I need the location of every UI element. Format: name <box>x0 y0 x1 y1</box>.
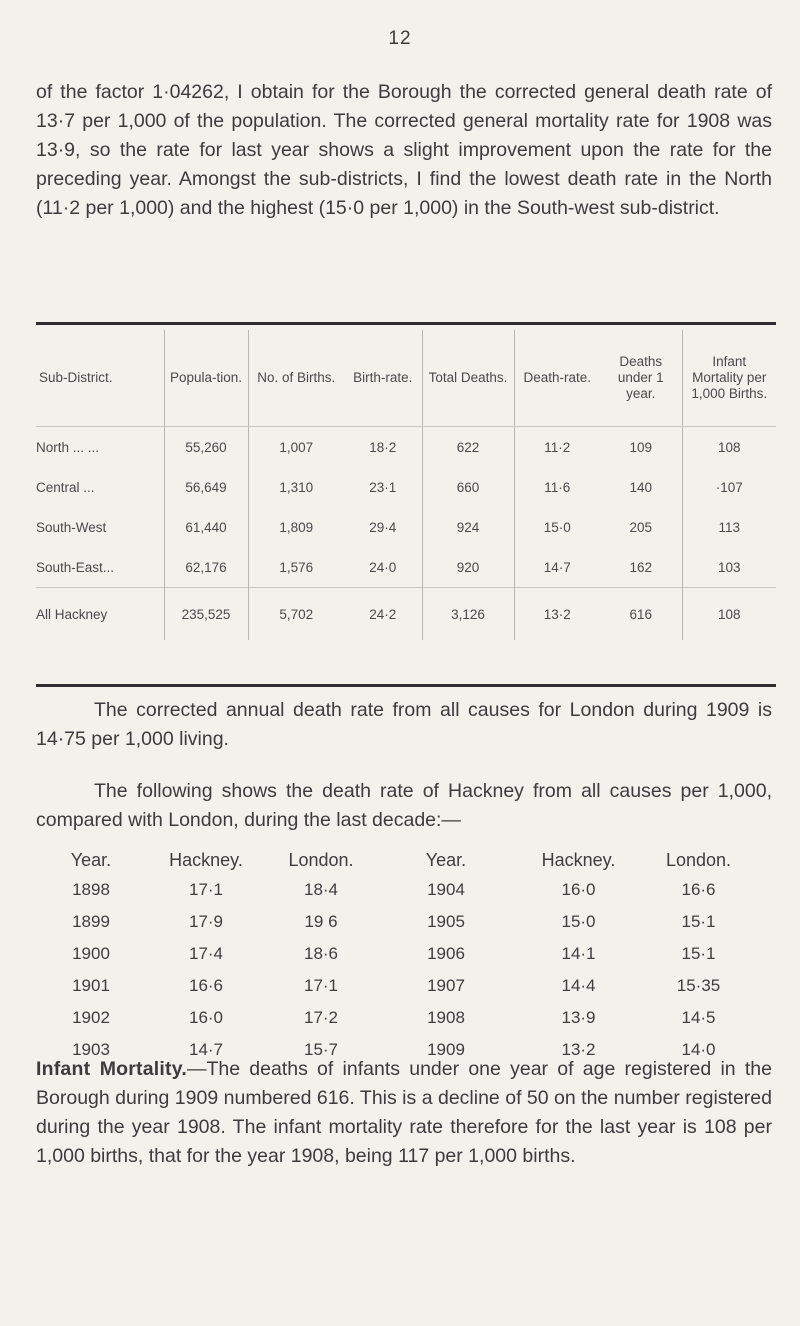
cell-year: 1898 <box>72 880 110 899</box>
cell-hackney: 13·9 <box>561 1008 596 1027</box>
cell-birth-rate: 18·2 <box>369 439 397 455</box>
cell-birth-rate: 24·2 <box>344 588 422 641</box>
cell-hackney: 13·2 <box>561 1040 596 1059</box>
cell-year: 1907 <box>427 976 465 995</box>
cell-deaths-under-1: 140 <box>629 479 653 495</box>
intro-paragraph: of the factor 1·04262, I obtain for the Borough the corrected general death rate of 13·7 per 1,000 of the population. The corrected general mortality rate for 1908 was 13·9, so the rate for last year shows a slight improvement upon the rate for the preceding year. Amongst the sub-districts, I find the lowest death rate in the North (11·2 per 1,000) and the highest (15·0 per 1,000) in the South-west sub-district. <box>36 81 772 219</box>
infant-mortality-paragraph <box>36 1055 772 1171</box>
cell-hackney: 16·6 <box>188 976 224 995</box>
cell-year: 1905 <box>427 912 465 931</box>
header-london: London. <box>288 849 354 870</box>
header-infant-mortality: Infant Mortality per 1,000 Births. <box>682 330 776 427</box>
cell-total-deaths: 3,126 <box>422 588 514 641</box>
cell-london: 17·1 <box>303 976 339 995</box>
page-number: 12 <box>388 28 412 49</box>
cell-district: South-East... <box>36 559 115 575</box>
table-total-row <box>36 588 776 641</box>
cell-hackney: 17·1 <box>188 880 224 899</box>
sub-district-table <box>36 330 776 640</box>
cell-year: 1900 <box>72 944 110 963</box>
london-rate-paragraph: The corrected annual death rate from all causes for London during 1909 is 14·75 per 1,000 living. <box>36 699 772 750</box>
table-row <box>36 874 756 906</box>
cell-district: North ... ... <box>36 439 100 455</box>
header-deaths-under-1: Deaths under 1 year. <box>600 330 682 427</box>
cell-year: 1903 <box>72 1040 110 1059</box>
cell-births: 1,007 <box>248 427 344 468</box>
infant-mortality-heading: Infant Mortality. <box>36 1058 187 1080</box>
cell-hackney: 15·0 <box>561 912 596 931</box>
cell-births: 1,310 <box>248 467 344 507</box>
table-row <box>36 906 756 938</box>
table-row <box>36 427 776 468</box>
cell-london: 16·6 <box>681 880 716 899</box>
cell-death-rate: 13·2 <box>514 588 600 641</box>
cell-london: 17·2 <box>303 1008 339 1027</box>
cell-infant-mortality: 113 <box>682 507 776 547</box>
cell-death-rate: 11·2 <box>514 427 600 468</box>
header-births: No. of Births. <box>248 330 344 427</box>
cell-total-deaths: 920 <box>422 547 514 588</box>
cell-london: 15·1 <box>681 912 716 931</box>
cell-london: 15·7 <box>303 1040 339 1059</box>
cell-death-rate: 14·7 <box>514 547 600 588</box>
cell-district: All Hackney <box>36 588 164 641</box>
cell-year: 1908 <box>427 1008 465 1027</box>
cell-deaths-under-1: 616 <box>600 588 682 641</box>
table-row <box>36 547 776 588</box>
cell-year: 1899 <box>72 912 110 931</box>
cell-population: 235,525 <box>164 588 248 641</box>
table-row <box>36 970 756 1002</box>
cell-deaths-under-1: 162 <box>629 559 653 575</box>
cell-london: 15·35 <box>676 976 721 995</box>
comparison-header-row <box>36 846 756 874</box>
cell-births: 1,809 <box>248 507 344 547</box>
header-sub-district: Sub-District. <box>36 330 164 427</box>
cell-infant-mortality: ·107 <box>682 467 776 507</box>
cell-london: 15·1 <box>681 944 716 963</box>
cell-district: South-West <box>36 519 107 535</box>
cell-hackney: 17·4 <box>188 944 224 963</box>
table-header-row <box>36 330 776 427</box>
cell-infant-mortality: 108 <box>682 588 776 641</box>
cell-district: Central ... <box>36 479 95 495</box>
cell-birth-rate: 29·4 <box>369 519 397 535</box>
cell-year: 1901 <box>72 976 110 995</box>
header-death-rate: Death-rate. <box>514 330 600 427</box>
table-top-rule <box>36 322 776 325</box>
cell-london: 19 6 <box>304 912 338 931</box>
cell-population: 55,260 <box>164 427 248 468</box>
cell-hackney: 14·7 <box>188 1040 224 1059</box>
header-year: Year. <box>70 849 112 870</box>
header-london: London. <box>665 849 732 870</box>
header-year: Year. <box>425 849 467 870</box>
table-row <box>36 467 776 507</box>
cell-population: 61,440 <box>164 507 248 547</box>
cell-population: 62,176 <box>164 547 248 588</box>
cell-london: 14·0 <box>681 1040 716 1059</box>
table-row <box>36 507 776 547</box>
comparison-intro-paragraph: The following shows the death rate of Hackney from all causes per 1,000, compared with London, during the last decade:— <box>36 780 772 831</box>
cell-births: 5,702 <box>248 588 344 641</box>
table-row <box>36 1002 756 1034</box>
cell-infant-mortality: 103 <box>682 547 776 588</box>
cell-total-deaths: 622 <box>422 427 514 468</box>
cell-deaths-under-1: 205 <box>629 519 653 535</box>
table-row <box>36 938 756 970</box>
cell-births: 1,576 <box>248 547 344 588</box>
cell-death-rate: 15·0 <box>514 507 600 547</box>
table-bottom-rule <box>36 684 776 687</box>
death-rate-comparison-table <box>36 846 756 1066</box>
cell-total-deaths: 660 <box>422 467 514 507</box>
cell-death-rate: 11·6 <box>514 467 600 507</box>
cell-london: 14·5 <box>681 1008 716 1027</box>
cell-birth-rate: 24·0 <box>369 559 397 575</box>
header-birth-rate: Birth-rate. <box>344 330 422 427</box>
cell-year: 1904 <box>427 880 465 899</box>
header-total-deaths: Total Deaths. <box>422 330 514 427</box>
cell-year: 1902 <box>72 1008 110 1027</box>
cell-total-deaths: 924 <box>422 507 514 547</box>
cell-birth-rate: 23·1 <box>369 479 397 495</box>
cell-infant-mortality: 108 <box>682 427 776 468</box>
cell-hackney: 17·9 <box>188 912 224 931</box>
header-hackney: Hackney. <box>541 849 616 870</box>
cell-london: 18·4 <box>303 880 339 899</box>
cell-year: 1906 <box>427 944 465 963</box>
cell-london: 18·6 <box>303 944 339 963</box>
infant-mortality-body: —The deaths of infants under one year of age registered in the Borough during 1909 numbered 616. This is a decline of 50 on the number registered during the year 1908. The infant mortality rate therefore for the last year is 108 per 1,000 births, that for the year 1908, being 117 per 1,000 births. <box>36 1058 772 1167</box>
header-population: Popula-tion. <box>164 330 248 427</box>
cell-year: 1909 <box>427 1040 465 1059</box>
cell-hackney: 14·1 <box>561 944 596 963</box>
cell-population: 56,649 <box>164 467 248 507</box>
header-hackney: Hackney. <box>169 849 243 870</box>
cell-hackney: 16·0 <box>561 880 596 899</box>
cell-hackney: 14·4 <box>561 976 596 995</box>
cell-hackney: 16·0 <box>188 1008 224 1027</box>
cell-deaths-under-1: 109 <box>629 439 653 455</box>
